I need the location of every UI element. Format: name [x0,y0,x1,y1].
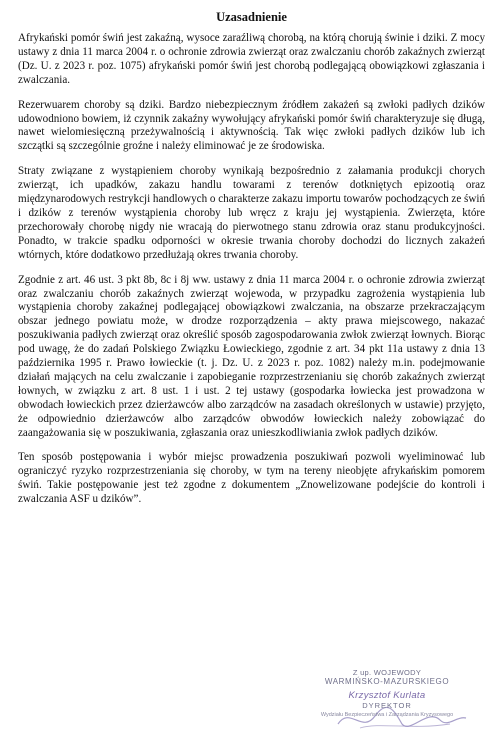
stamp-authorization: Z up. WOJEWODY [352,668,422,677]
paragraph-reservoir: Rezerwuarem choroby są dziki. Bardzo niebezpiecznym źródłem zakażeń są zwłoki padłych dzików udowodniono bowiem, iż czynnik zakaźny wywołujący afrykański pomór świń charakteryzuje się długą, nawet wielomiesięczną przeżywalnością i aktywnością. Tak więc zwłoki padłych dzików lub ich szczątki są szczególnie groźne i należy eliminować je ze środowiska. [18,98,485,153]
official-stamp [312,668,462,718]
paragraph-legal-basis: Zgodnie z art. 46 ust. 3 pkt 8b, 8c i 8j ww. ustawy z dnia 11 marca 2004 r. o ochronie zdrowia zwierząt oraz zwalczaniu chorób zakaźnych zwierząt wojewoda, w przypadku zagrożenia wystąpienia lub wystąpienia choroby zakaźnej podlegającej obowiązkowi zwalczania, na obszarze przekraczającym obszar jednego powiatu może, w drodze rozporządzenia – akty prawa miejscowego, nakazać poszukiwania padłych zwierząt oraz określić sposób zagospodarowania zwłok zwierząt łownych. Biorąc pod uwagę, że do zadań Polskiego Związku Łowieckiego, zgodnie z art. 34 pkt 11a ustawy z dnia 13 października 1995 r. Prawo łowieckie (t. j. Dz. U. z 2023 r. poz. 1082) należy m.in. podejmowanie działań mających na celu zwalczanie i zapobieganie rozprzestrzenianiu się chorób zakaźnych zwierząt łownych, w związku z art. 8 ust. 1 i ust. 2 tej ustawy (gospodarka łowiecka jest prowadzona w obwodach łowieckich przez dzierżawców albo zarządców na zasadach określonych w ustawie) przyjęto, że odpowiednio dzierżawców albo zarządców obwodów łowieckich należy zobowiązać do zaangażowania się w poszukiwania, zgłaszania oraz unieszkodliwiania zwłok padłych dzików. [18,273,485,439]
stamp-department: Wydziału Bezpieczeństwa i Zarządzania Kryzysowego [320,712,454,718]
stamp-name: Krzysztof Kurlata [348,690,426,701]
paragraph-losses: Straty związane z wystąpieniem choroby wynikają bezpośrednio z załamania produkcji chorych zwierząt, ich upadków, zakazu handlu towarami z terenów dotkniętych epizootią oraz międzynarodowych restrykcji handlowych o charakterze zakazu importu towarów pochodzących ze świń i dzików z terenów wystąpienia choroby lub wręcz z kraju jej wystąpienia. Zwierzęta, które przechorowały chorobę nigdy nie wracają do pierwotnego stanu zdrowia oraz stanu produkcyjności. Ponadto, w trakcie spadku odporności w okresie trwania choroby dochodzi do licznych zakażeń wtórnych, które dodatkowo przedłużają okres trwania choroby. [18,165,485,261]
paragraph-conclusion: Ten sposób postępowania i wybór miejsc prowadzenia poszukiwań pozwoli wyeliminować lub ograniczyć ryzyko rozprzestrzeniania się choroby, w tym na tereny nieobjęte afrykańskim pomorem świń. Takie postępowanie jest też zgodne z dokumentem „Znowelizowane podejście do kontroli i zwalczania ASF u dzików”. [18,451,485,506]
paragraph-intro: Afrykański pomór świń jest zakaźną, wysoce zaraźliwą chorobą, na którą chorują świnie i dziki. Z mocy ustawy z dnia 11 marca 2004 r. o ochronie zdrowia zwierząt oraz zwalczaniu chorób zakaźnych zwierząt (Dz. U. z 2023 r. poz. 1075) afrykański pomór świń jest chorobą podlegającą obowiązkowi zgłaszania i zwalczania. [18,32,485,86]
document-title: Uzasadnienie [216,10,287,24]
stamp-office: WARMIŃSKO-MAZURSKIEGO [324,677,450,686]
stamp-position: DYREKTOR [362,701,412,710]
